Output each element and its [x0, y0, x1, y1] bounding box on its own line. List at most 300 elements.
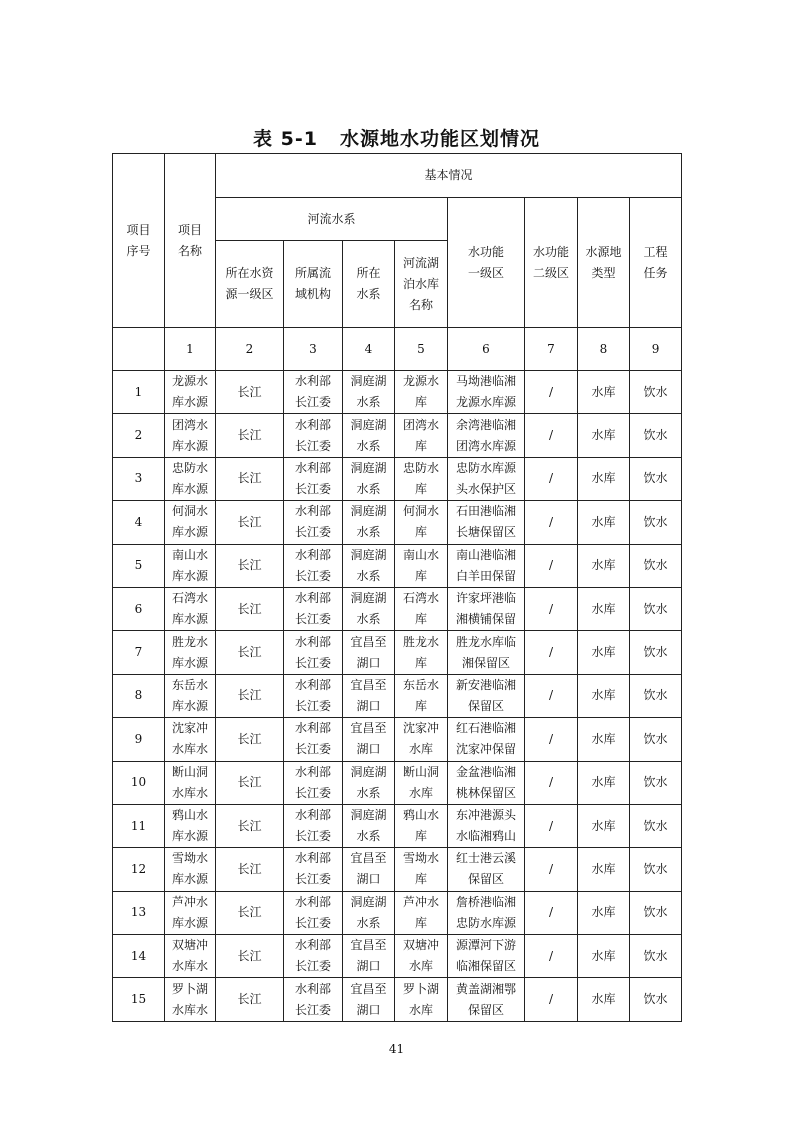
row-project-task: 饮水	[630, 848, 682, 891]
row-lake-name	[395, 457, 448, 500]
table-row	[113, 544, 682, 587]
cell-line: 临湘保留区	[455, 959, 516, 974]
cell-line: 水利部	[294, 851, 331, 866]
cell-line: 双塘冲	[171, 938, 208, 953]
row-basin-agency	[284, 501, 343, 544]
row-lake-name	[395, 544, 448, 587]
row-project-name	[165, 761, 216, 804]
row-function-zone-1	[448, 544, 525, 587]
cell-line: 水系	[356, 915, 381, 930]
row-function-zone-1	[448, 804, 525, 847]
row-water-system	[343, 718, 395, 761]
cell-line: 库	[414, 395, 427, 410]
cell-line: 水利部	[294, 374, 331, 389]
row-source-type: 水库	[578, 718, 630, 761]
cell-line: 长江委	[294, 481, 331, 496]
cell-line: 河流湖	[402, 255, 439, 270]
cell-line: 水系	[356, 438, 381, 453]
cell-line: 忠防水库源	[455, 460, 516, 475]
cell-line: 龙源水	[402, 374, 439, 389]
row-number: 6	[113, 587, 165, 630]
row-source-type: 水库	[578, 978, 630, 1021]
row-lake-name	[395, 414, 448, 457]
cell-line: 水功能	[532, 244, 569, 259]
cell-line: 库水源	[171, 525, 208, 540]
cell-line: 一级区	[467, 265, 504, 280]
header-agency	[284, 241, 343, 328]
cell-line: 湖口	[356, 742, 381, 757]
cell-line: 断山洞	[171, 764, 208, 779]
row-project-name	[165, 935, 216, 978]
cell-line: 湖口	[356, 655, 381, 670]
row-source-type: 水库	[578, 674, 630, 717]
table-row	[113, 718, 682, 761]
row-lake-name	[395, 371, 448, 414]
cell-line: 忠防水库源	[455, 915, 516, 930]
cell-line: 水库	[408, 785, 433, 800]
row-function-zone-2: /	[525, 891, 578, 934]
cell-line: 水利部	[294, 764, 331, 779]
row-lake-name	[395, 891, 448, 934]
cell-line: 水系	[356, 481, 381, 496]
row-lake-name	[395, 718, 448, 761]
row-basin-agency	[284, 457, 343, 500]
row-project-task: 饮水	[630, 935, 682, 978]
row-water-system	[343, 935, 395, 978]
cell-line: 库	[414, 872, 427, 887]
row-lake-name	[395, 804, 448, 847]
row-project-task: 饮水	[630, 414, 682, 457]
cell-line: 新安港临湘	[455, 677, 516, 692]
cell-line: 库	[414, 698, 427, 713]
cell-line: 库水源	[171, 829, 208, 844]
row-number: 5	[113, 544, 165, 587]
cell-line: 水利部	[294, 808, 331, 823]
row-project-task: 饮水	[630, 371, 682, 414]
cell-line: 库水源	[171, 872, 208, 887]
row-project-name	[165, 631, 216, 674]
cell-line: 长江委	[294, 698, 331, 713]
cell-line: 余湾港临湘	[455, 417, 516, 432]
row-resource-zone: 长江	[216, 544, 284, 587]
row-project-task: 饮水	[630, 718, 682, 761]
cell-line: 断山洞	[402, 764, 439, 779]
cell-line: 二级区	[532, 265, 569, 280]
cell-line: 罗卜湖	[402, 981, 439, 996]
table-row	[113, 414, 682, 457]
cell-line: 团湾水库源	[455, 438, 516, 453]
cell-line: 水库	[408, 959, 433, 974]
cell-line: 洞庭湖	[350, 591, 387, 606]
header-system	[343, 241, 395, 328]
row-basin-agency	[284, 674, 343, 717]
cell-line: 水库水	[171, 1002, 208, 1017]
cell-line: 金盆港临湘	[455, 764, 516, 779]
row-water-system	[343, 804, 395, 847]
cell-line: 水库水	[171, 742, 208, 757]
row-project-name	[165, 848, 216, 891]
cell-line: 水库水	[171, 959, 208, 974]
row-number: 11	[113, 804, 165, 847]
row-project-name	[165, 891, 216, 934]
row-source-type: 水库	[578, 544, 630, 587]
cell-line: 长江委	[294, 915, 331, 930]
cell-line: 名称	[177, 243, 202, 258]
cell-line: 长江委	[294, 525, 331, 540]
row-function-zone-2: /	[525, 501, 578, 544]
cell-line: 水系	[356, 525, 381, 540]
cell-line: 库水源	[171, 395, 208, 410]
column-number-empty	[113, 328, 165, 371]
column-number: 2	[216, 328, 284, 371]
cell-line: 水源地	[585, 244, 622, 259]
cell-line: 胜龙水	[402, 634, 439, 649]
cell-line: 宜昌至	[350, 981, 387, 996]
cell-line: 石湾水	[171, 591, 208, 606]
row-project-name	[165, 978, 216, 1021]
cell-line: 库水源	[171, 915, 208, 930]
column-number: 6	[448, 328, 525, 371]
row-function-zone-1	[448, 891, 525, 934]
row-function-zone-2: /	[525, 371, 578, 414]
row-function-zone-2: /	[525, 978, 578, 1021]
row-function-zone-1	[448, 978, 525, 1021]
cell-line: 水系	[356, 287, 381, 301]
cell-line: 长江委	[294, 612, 331, 627]
column-number: 9	[630, 328, 682, 371]
row-source-type: 水库	[578, 761, 630, 804]
table-row	[113, 761, 682, 804]
cell-line: 忠防水	[171, 460, 208, 475]
cell-line: 鸦山水	[171, 808, 208, 823]
cell-line: 石田港临湘	[455, 504, 516, 519]
row-water-system	[343, 414, 395, 457]
row-function-zone-2: /	[525, 587, 578, 630]
cell-line: 宜昌至	[350, 938, 387, 953]
row-project-task: 饮水	[630, 631, 682, 674]
row-number: 15	[113, 978, 165, 1021]
table-row	[113, 371, 682, 414]
header-zone1	[216, 241, 284, 328]
row-basin-agency	[284, 631, 343, 674]
cell-line: 雪坳水	[171, 851, 208, 866]
cell-line: 水利部	[294, 591, 331, 606]
cell-line: 洞庭湖	[350, 417, 387, 432]
row-project-name	[165, 674, 216, 717]
row-basin-agency	[284, 848, 343, 891]
cell-line: 域机构	[294, 287, 331, 301]
row-water-system	[343, 631, 395, 674]
row-number: 10	[113, 761, 165, 804]
table-title	[0, 124, 793, 151]
row-basin-agency	[284, 587, 343, 630]
cell-line: 水利部	[294, 938, 331, 953]
cell-line: 库	[414, 438, 427, 453]
cell-line: 南山水	[171, 547, 208, 562]
cell-line: 库	[414, 525, 427, 540]
cell-line: 源一级区	[225, 287, 274, 301]
row-function-zone-1	[448, 414, 525, 457]
row-project-task: 饮水	[630, 587, 682, 630]
cell-line: 库	[414, 481, 427, 496]
row-lake-name	[395, 761, 448, 804]
row-function-zone-1	[448, 674, 525, 717]
row-resource-zone: 长江	[216, 848, 284, 891]
row-water-system	[343, 761, 395, 804]
cell-line: 红石港临湘	[455, 721, 516, 736]
column-number-row	[113, 328, 682, 371]
cell-line: 库水源	[171, 481, 208, 496]
row-source-type: 水库	[578, 804, 630, 847]
cell-line: 南山港临湘	[455, 547, 516, 562]
row-resource-zone: 长江	[216, 501, 284, 544]
row-number: 8	[113, 674, 165, 717]
cell-line: 长江委	[294, 395, 331, 410]
header-func2	[525, 198, 578, 328]
row-function-zone-1	[448, 587, 525, 630]
cell-line: 南山水	[402, 547, 439, 562]
cell-line: 雪坳水	[402, 851, 439, 866]
cell-line: 沈家冲	[402, 721, 439, 736]
row-resource-zone: 长江	[216, 718, 284, 761]
row-resource-zone: 长江	[216, 891, 284, 934]
row-project-task: 饮水	[630, 674, 682, 717]
cell-line: 沈家冲	[171, 721, 208, 736]
cell-line: 库	[414, 612, 427, 627]
row-function-zone-2: /	[525, 631, 578, 674]
table-row	[113, 457, 682, 500]
cell-line: 水库	[408, 1002, 433, 1017]
row-source-type: 水库	[578, 457, 630, 500]
row-basin-agency	[284, 891, 343, 934]
row-number: 4	[113, 501, 165, 544]
row-number: 1	[113, 371, 165, 414]
row-project-name	[165, 371, 216, 414]
row-basin-agency	[284, 935, 343, 978]
cell-line: 团湾水	[402, 417, 439, 432]
row-basin-agency	[284, 544, 343, 587]
row-function-zone-2: /	[525, 718, 578, 761]
cell-line: 泊水库	[402, 276, 439, 291]
cell-line: 芦冲水	[402, 894, 439, 909]
row-resource-zone: 长江	[216, 371, 284, 414]
cell-line: 湘横铺保留	[455, 612, 516, 627]
row-lake-name	[395, 978, 448, 1021]
cell-line: 长江委	[294, 1002, 331, 1017]
cell-line: 库	[414, 915, 427, 930]
row-resource-zone: 长江	[216, 761, 284, 804]
cell-line: 项目	[177, 222, 202, 237]
row-water-system	[343, 544, 395, 587]
row-project-name	[165, 718, 216, 761]
cell-line: 长江委	[294, 655, 331, 670]
cell-line: 双塘冲	[402, 938, 439, 953]
row-lake-name	[395, 631, 448, 674]
cell-line: 任务	[643, 265, 668, 280]
cell-line: 长江委	[294, 872, 331, 887]
cell-line: 水系	[356, 612, 381, 627]
row-function-zone-1	[448, 761, 525, 804]
cell-line: 洞庭湖	[350, 894, 387, 909]
row-source-type: 水库	[578, 935, 630, 978]
row-number: 3	[113, 457, 165, 500]
row-number: 13	[113, 891, 165, 934]
cell-line: 水库	[408, 742, 433, 757]
row-number: 9	[113, 718, 165, 761]
row-lake-name	[395, 935, 448, 978]
cell-line: 洞庭湖	[350, 460, 387, 475]
cell-line: 芦冲水	[171, 894, 208, 909]
row-source-type: 水库	[578, 631, 630, 674]
cell-line: 水系	[356, 568, 381, 583]
row-function-zone-2: /	[525, 457, 578, 500]
cell-line: 水利部	[294, 460, 331, 475]
cell-line: 库水源	[171, 698, 208, 713]
cell-line: 水利部	[294, 634, 331, 649]
row-number: 7	[113, 631, 165, 674]
header-serial	[113, 154, 165, 328]
row-resource-zone: 长江	[216, 804, 284, 847]
table-number: 表 5-1	[253, 128, 318, 150]
cell-line: 石湾水	[402, 591, 439, 606]
cell-line: 团湾水	[171, 417, 208, 432]
row-resource-zone: 长江	[216, 414, 284, 457]
cell-line: 保留区	[467, 1002, 504, 1017]
row-project-task: 饮水	[630, 804, 682, 847]
row-number: 14	[113, 935, 165, 978]
cell-line: 库水源	[171, 655, 208, 670]
row-project-task: 饮水	[630, 544, 682, 587]
cell-line: 名称	[408, 297, 433, 312]
row-water-system	[343, 587, 395, 630]
cell-line: 洞庭湖	[350, 504, 387, 519]
table-row	[113, 804, 682, 847]
header-basic: 基本情况	[216, 154, 682, 198]
cell-line: 黄盖湖湘鄂	[455, 981, 516, 996]
row-resource-zone: 长江	[216, 457, 284, 500]
cell-line: 龙源水	[171, 374, 208, 389]
row-function-zone-1	[448, 371, 525, 414]
row-function-zone-2: /	[525, 761, 578, 804]
cell-line: 水系	[356, 829, 381, 844]
row-function-zone-1	[448, 501, 525, 544]
cell-line: 类型	[591, 265, 616, 280]
cell-line: 鸦山水	[402, 808, 439, 823]
page-number: 41	[388, 1042, 405, 1056]
cell-line: 水利部	[294, 721, 331, 736]
cell-line: 源潭河下游	[455, 938, 516, 953]
cell-line: 詹桥港临湘	[455, 894, 516, 909]
row-project-name	[165, 501, 216, 544]
header-task	[630, 198, 682, 328]
row-lake-name	[395, 848, 448, 891]
cell-line: 马坳港临湘	[455, 374, 516, 389]
row-project-name	[165, 457, 216, 500]
table-row	[113, 631, 682, 674]
row-water-system	[343, 674, 395, 717]
row-water-system	[343, 891, 395, 934]
row-lake-name	[395, 674, 448, 717]
cell-line: 水利部	[294, 677, 331, 692]
cell-line: 洞庭湖	[350, 808, 387, 823]
row-project-task: 饮水	[630, 978, 682, 1021]
cell-line: 水利部	[294, 504, 331, 519]
row-function-zone-1	[448, 718, 525, 761]
row-project-name	[165, 804, 216, 847]
row-basin-agency	[284, 371, 343, 414]
cell-line: 洞庭湖	[350, 547, 387, 562]
row-resource-zone: 长江	[216, 587, 284, 630]
cell-line: 库水源	[171, 612, 208, 627]
cell-line: 何洞水	[171, 504, 208, 519]
cell-line: 长江委	[294, 568, 331, 583]
cell-line: 胜龙水	[171, 634, 208, 649]
row-project-task: 饮水	[630, 761, 682, 804]
cell-line: 库	[414, 829, 427, 844]
column-number: 4	[343, 328, 395, 371]
row-number: 2	[113, 414, 165, 457]
cell-line: 所属流	[294, 266, 331, 280]
table-row	[113, 587, 682, 630]
cell-line: 所在水资	[225, 266, 274, 280]
row-function-zone-2: /	[525, 414, 578, 457]
row-basin-agency	[284, 978, 343, 1021]
cell-line: 库水源	[171, 568, 208, 583]
row-resource-zone: 长江	[216, 674, 284, 717]
cell-line: 宜昌至	[350, 721, 387, 736]
row-basin-agency	[284, 804, 343, 847]
cell-line: 桃林保留区	[455, 785, 516, 800]
row-basin-agency	[284, 761, 343, 804]
row-source-type: 水库	[578, 587, 630, 630]
cell-line: 忠防水	[402, 460, 439, 475]
cell-line: 东冲港源头	[455, 808, 516, 823]
cell-line: 龙源水库源	[455, 395, 516, 410]
column-number: 7	[525, 328, 578, 371]
table-row	[113, 891, 682, 934]
cell-line: 长江委	[294, 742, 331, 757]
cell-line: 水利部	[294, 894, 331, 909]
cell-line: 水库水	[171, 785, 208, 800]
header-name	[165, 154, 216, 328]
cell-line: 东岳水	[402, 677, 439, 692]
row-project-task: 饮水	[630, 891, 682, 934]
row-source-type: 水库	[578, 414, 630, 457]
table-row	[113, 978, 682, 1021]
column-number: 3	[284, 328, 343, 371]
header-type	[578, 198, 630, 328]
cell-line: 保留区	[467, 698, 504, 713]
cell-line: 所在	[356, 266, 381, 280]
table-title-text: 水源地水功能区划情况	[339, 128, 540, 150]
table-row	[113, 674, 682, 717]
cell-line: 工程	[643, 244, 668, 259]
cell-line: 项目	[126, 222, 151, 237]
row-water-system	[343, 501, 395, 544]
row-resource-zone: 长江	[216, 978, 284, 1021]
row-water-system	[343, 457, 395, 500]
cell-line: 长江委	[294, 785, 331, 800]
cell-line: 水系	[356, 395, 381, 410]
cell-line: 长江委	[294, 959, 331, 974]
row-source-type: 水库	[578, 371, 630, 414]
row-function-zone-2: /	[525, 674, 578, 717]
row-water-system	[343, 371, 395, 414]
cell-line: 东岳水	[171, 677, 208, 692]
cell-line: 湖口	[356, 872, 381, 887]
row-water-system	[343, 848, 395, 891]
cell-line: 湖口	[356, 1002, 381, 1017]
